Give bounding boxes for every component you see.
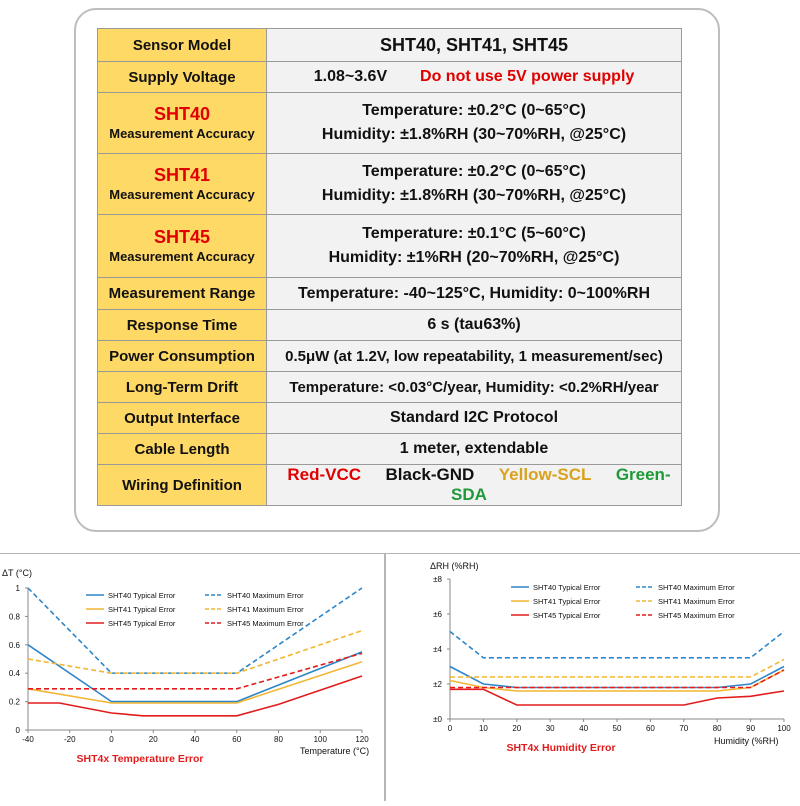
row-value bbox=[267, 215, 682, 278]
row-label bbox=[98, 154, 267, 215]
row-label bbox=[98, 93, 267, 154]
table-row bbox=[98, 278, 682, 310]
x-tick-label: 20 bbox=[512, 724, 522, 733]
x-tick-label: -40 bbox=[22, 735, 34, 744]
legend-entry: SHT45 Typical Error bbox=[108, 619, 176, 628]
row-value: SHT40, SHT41, SHT45 bbox=[267, 29, 682, 62]
table-row bbox=[98, 62, 682, 93]
legend-entry: SHT40 Typical Error bbox=[533, 583, 601, 592]
row-label: Output Interface bbox=[98, 403, 267, 434]
x-tick-label: 80 bbox=[274, 735, 283, 744]
table-row bbox=[98, 434, 682, 465]
x-tick-label: 100 bbox=[777, 724, 791, 733]
y-tick-label: 0.4 bbox=[8, 669, 20, 679]
table-row bbox=[98, 372, 682, 403]
y-tick-label: 0.6 bbox=[8, 640, 20, 650]
model-name: SHT41 bbox=[153, 165, 211, 185]
series-line bbox=[28, 676, 362, 716]
y-tick-label: 0 bbox=[15, 726, 20, 735]
x-tick-label: 30 bbox=[545, 724, 555, 733]
y-tick-label: ±2 bbox=[433, 680, 442, 689]
x-tick-label: 0 bbox=[447, 724, 453, 733]
temperature-accuracy: Temperature: ±0.2°C (0~65°C) bbox=[362, 163, 586, 180]
row-label: Power Consumption bbox=[98, 341, 267, 372]
row-label: Measurement Range bbox=[98, 278, 267, 310]
model-name: SHT40 bbox=[153, 104, 211, 124]
humidity-error-chart bbox=[386, 554, 800, 801]
series-line bbox=[28, 631, 362, 674]
y-tick-label: 1 bbox=[15, 584, 20, 593]
y-tick-label: ±4 bbox=[433, 645, 442, 654]
temperature-accuracy: Temperature: ±0.2°C (0~65°C) bbox=[362, 102, 586, 119]
chart-title: SHT4x Temperature Error bbox=[76, 753, 204, 765]
row-value bbox=[267, 465, 682, 506]
legend-entry: SHT45 Typical Error bbox=[533, 611, 601, 620]
row-label: Cable Length bbox=[98, 434, 267, 465]
row-value bbox=[267, 62, 682, 93]
x-tick-label: 40 bbox=[190, 735, 200, 744]
humidity-accuracy: Humidity: ±1.8%RH (30~70%RH, @25°C) bbox=[321, 187, 627, 204]
series-line bbox=[450, 660, 784, 678]
x-tick-label: -20 bbox=[63, 735, 76, 744]
wire-vcc: Red-VCC bbox=[287, 465, 362, 484]
row-label: Response Time bbox=[98, 310, 267, 341]
row-value: 1 meter, extendable bbox=[267, 434, 682, 465]
table-row bbox=[98, 403, 682, 434]
row-value: Temperature: -40~125°C, Humidity: 0~100%RH bbox=[267, 278, 682, 310]
row-label: Long-Term Drift bbox=[98, 372, 267, 403]
series-line bbox=[450, 632, 784, 658]
humidity-accuracy: Humidity: ±1%RH (20~70%RH, @25°C) bbox=[328, 249, 620, 266]
row-value bbox=[267, 154, 682, 215]
x-tick-label: 90 bbox=[746, 724, 756, 733]
row-label bbox=[98, 215, 267, 278]
row-value: Temperature: <0.03°C/year, Humidity: <0.2%RH/year bbox=[267, 372, 682, 403]
spec-table bbox=[97, 28, 682, 506]
table-row bbox=[98, 310, 682, 341]
row-value: 6 s (tau63%) bbox=[267, 310, 682, 341]
legend-entry: SHT41 Maximum Error bbox=[227, 605, 304, 614]
row-sublabel: Measurement Accuracy bbox=[109, 187, 255, 202]
table-row bbox=[98, 154, 682, 215]
legend-entry: SHT41 Typical Error bbox=[533, 597, 601, 606]
row-value: 0.5μW (at 1.2V, low repeatability, 1 measurement/sec) bbox=[267, 341, 682, 372]
x-tick-label: 10 bbox=[478, 724, 488, 733]
series-line bbox=[28, 588, 362, 673]
legend-entry: SHT40 Maximum Error bbox=[658, 583, 735, 592]
legend-entry: SHT45 Maximum Error bbox=[658, 611, 735, 620]
row-sublabel: Measurement Accuracy bbox=[109, 126, 255, 141]
temperature-accuracy: Temperature: ±0.1°C (5~60°C) bbox=[362, 225, 586, 242]
legend-entry: SHT40 Typical Error bbox=[108, 591, 176, 600]
x-tick-label: 120 bbox=[355, 735, 369, 744]
wire-scl: Yellow-SCL bbox=[498, 465, 592, 484]
y-axis-label: ΔT (°C) bbox=[2, 568, 32, 578]
x-axis-label: Temperature (°C) bbox=[300, 746, 370, 756]
humidity-accuracy: Humidity: ±1.8%RH (30~70%RH, @25°C) bbox=[321, 126, 627, 143]
humidity-error-panel bbox=[385, 553, 800, 801]
y-tick-label: ±6 bbox=[433, 610, 442, 619]
row-value bbox=[267, 93, 682, 154]
x-tick-label: 100 bbox=[313, 735, 327, 744]
x-tick-label: 70 bbox=[679, 724, 689, 733]
x-axis-label: Humidity (%RH) bbox=[714, 736, 779, 746]
row-label: Wiring Definition bbox=[98, 465, 267, 506]
x-tick-label: 40 bbox=[579, 724, 589, 733]
x-tick-label: 20 bbox=[148, 735, 158, 744]
y-tick-label: 0.2 bbox=[8, 697, 20, 707]
row-value: Standard I2C Protocol bbox=[267, 403, 682, 434]
x-tick-label: 60 bbox=[645, 724, 655, 733]
temperature-error-chart bbox=[0, 554, 384, 801]
row-sublabel: Measurement Accuracy bbox=[109, 249, 255, 264]
row-label: Sensor Model bbox=[98, 29, 267, 62]
row-label: Supply Voltage bbox=[98, 62, 267, 93]
table-row bbox=[98, 215, 682, 278]
model-name: SHT45 bbox=[153, 227, 211, 247]
y-tick-label: ±8 bbox=[433, 575, 442, 584]
supply-voltage-value: 1.08~3.6V bbox=[313, 68, 388, 85]
y-tick-label: 0.8 bbox=[8, 612, 20, 622]
table-row bbox=[98, 465, 682, 506]
y-axis-label: ΔRH (%RH) bbox=[430, 561, 479, 571]
table-row bbox=[98, 93, 682, 154]
legend-entry: SHT40 Maximum Error bbox=[227, 591, 304, 600]
temperature-error-panel bbox=[0, 553, 385, 801]
x-tick-label: 0 bbox=[109, 735, 114, 744]
legend-entry: SHT41 Typical Error bbox=[108, 605, 176, 614]
x-tick-label: 80 bbox=[712, 724, 722, 733]
x-tick-label: 60 bbox=[232, 735, 242, 744]
legend-entry: SHT41 Maximum Error bbox=[658, 597, 735, 606]
x-tick-label: 50 bbox=[612, 724, 622, 733]
legend-entry: SHT45 Maximum Error bbox=[227, 619, 304, 628]
chart-title: SHT4x Humidity Error bbox=[506, 742, 616, 754]
y-tick-label: ±0 bbox=[433, 715, 442, 724]
supply-warning: Do not use 5V power supply bbox=[420, 68, 635, 85]
table-row bbox=[98, 341, 682, 372]
wire-sda: Green-SDA bbox=[451, 465, 671, 504]
wire-gnd: Black-GND bbox=[385, 465, 475, 484]
series-line bbox=[450, 670, 784, 688]
table-row bbox=[98, 29, 682, 62]
